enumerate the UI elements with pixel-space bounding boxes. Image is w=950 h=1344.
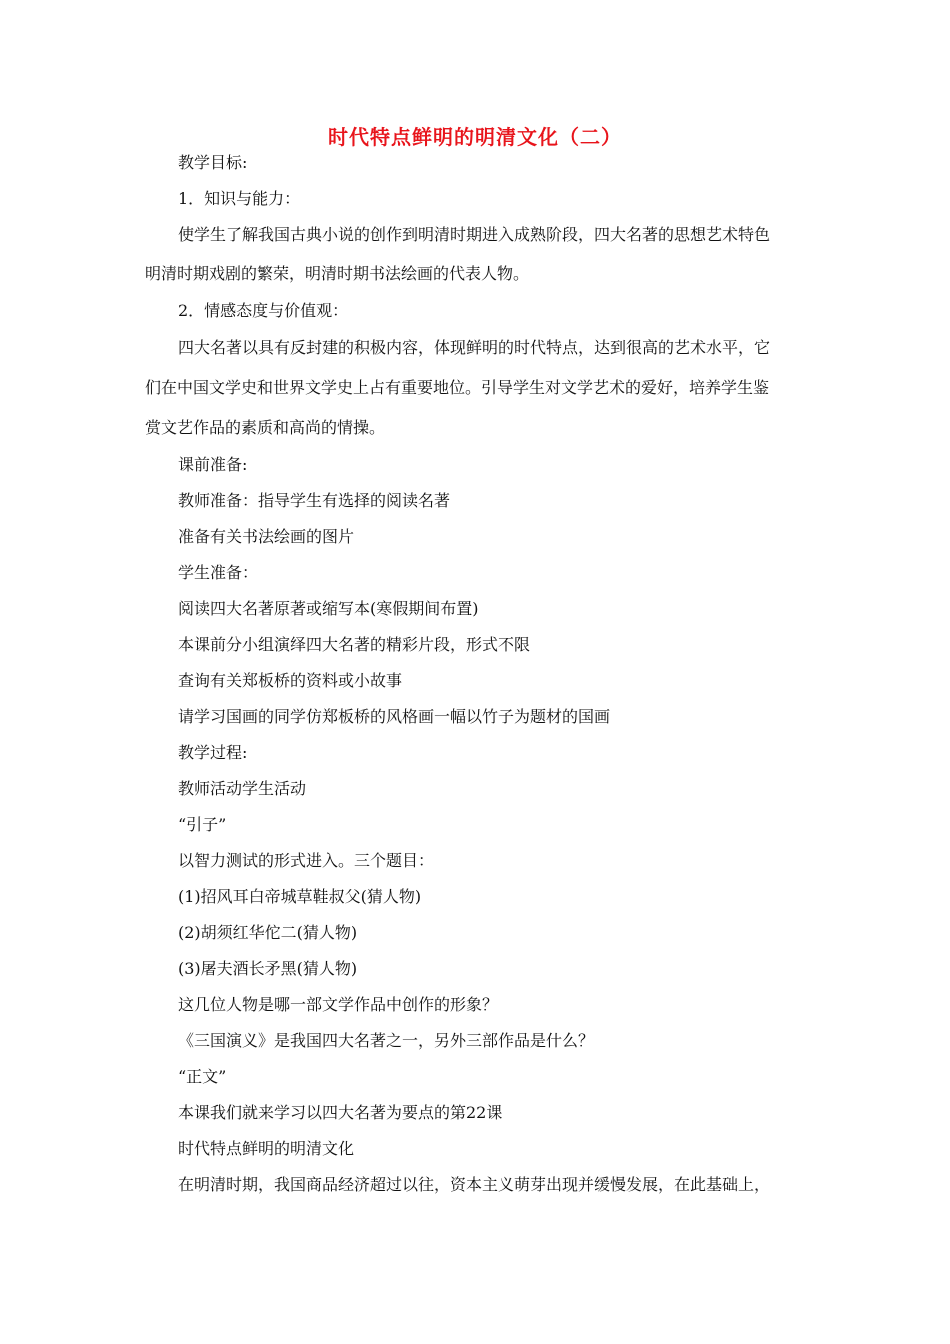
section-heading: 教学目标: bbox=[178, 153, 248, 172]
paragraph-line: 明清时期戏剧的繁荣，明清时期书法绘画的代表人物。 bbox=[145, 264, 530, 283]
paragraph-line: 时代特点鲜明的明清文化 bbox=[178, 1139, 355, 1158]
paragraph-line: 四大名著以具有反封建的积极内容，体现鲜明的时代特点，达到很高的艺术水平，它 bbox=[178, 338, 771, 357]
list-item: (2)胡须红华佗二(猜人物) bbox=[178, 923, 358, 942]
paragraph-line: 在明清时期，我国商品经济超过以往，资本主义萌芽出现并缓慢发展，在此基础上， bbox=[178, 1175, 771, 1194]
list-item: (1)招风耳白帝城草鞋叔父(猜人物) bbox=[178, 887, 422, 906]
list-item: 准备有关书法绘画的图片 bbox=[178, 527, 355, 546]
list-item: (3)屠夫酒长矛黑(猜人物) bbox=[178, 959, 358, 978]
list-item: 查询有关郑板桥的资料或小故事 bbox=[178, 671, 403, 690]
list-item: 本课前分小组演绎四大名著的精彩片段，形式不限 bbox=[178, 635, 531, 654]
list-item: 阅读四大名著原著或缩写本(寒假期间布置) bbox=[178, 599, 479, 618]
paragraph-line: 使学生了解我国古典小说的创作到明清时期进入成熟阶段，四大名著的思想艺术特色 bbox=[178, 225, 771, 244]
paragraph-line: 本课我们就来学习以四大名著为要点的第22课 bbox=[178, 1103, 503, 1122]
document-title: 时代特点鲜明的明清文化（二） bbox=[328, 125, 622, 149]
paragraph-line: 《三国演义》是我国四大名著之一，另外三部作品是什么？ bbox=[178, 1031, 595, 1050]
paragraph-line: 教师活动学生活动 bbox=[178, 779, 307, 798]
paragraph-line: 们在中国文学史和世界文学史上占有重要地位。引导学生对文学艺术的爱好，培养学生鉴 bbox=[145, 378, 770, 397]
section-heading: 教学过程: bbox=[178, 743, 248, 762]
section-heading: 课前准备: bbox=[178, 455, 248, 474]
subsection-heading: “正文” bbox=[178, 1067, 227, 1086]
section-heading: 学生准备： bbox=[178, 563, 259, 582]
subsection-heading: 2．情感态度与价值观： bbox=[178, 301, 349, 320]
list-item: 请学习国画的同学仿郑板桥的风格画一幅以竹子为题材的国画 bbox=[178, 707, 611, 726]
subsection-heading: “引子” bbox=[178, 815, 227, 834]
subsection-heading: 1．知识与能力： bbox=[178, 189, 301, 208]
paragraph-line: 赏文艺作品的素质和高尚的情操。 bbox=[145, 418, 386, 437]
list-item: 教师准备：指导学生有选择的阅读名著 bbox=[178, 491, 451, 510]
paragraph-line: 以智力测试的形式进入。三个题目： bbox=[178, 851, 435, 870]
paragraph-line: 这几位人物是哪一部文学作品中创作的形象？ bbox=[178, 995, 499, 1014]
